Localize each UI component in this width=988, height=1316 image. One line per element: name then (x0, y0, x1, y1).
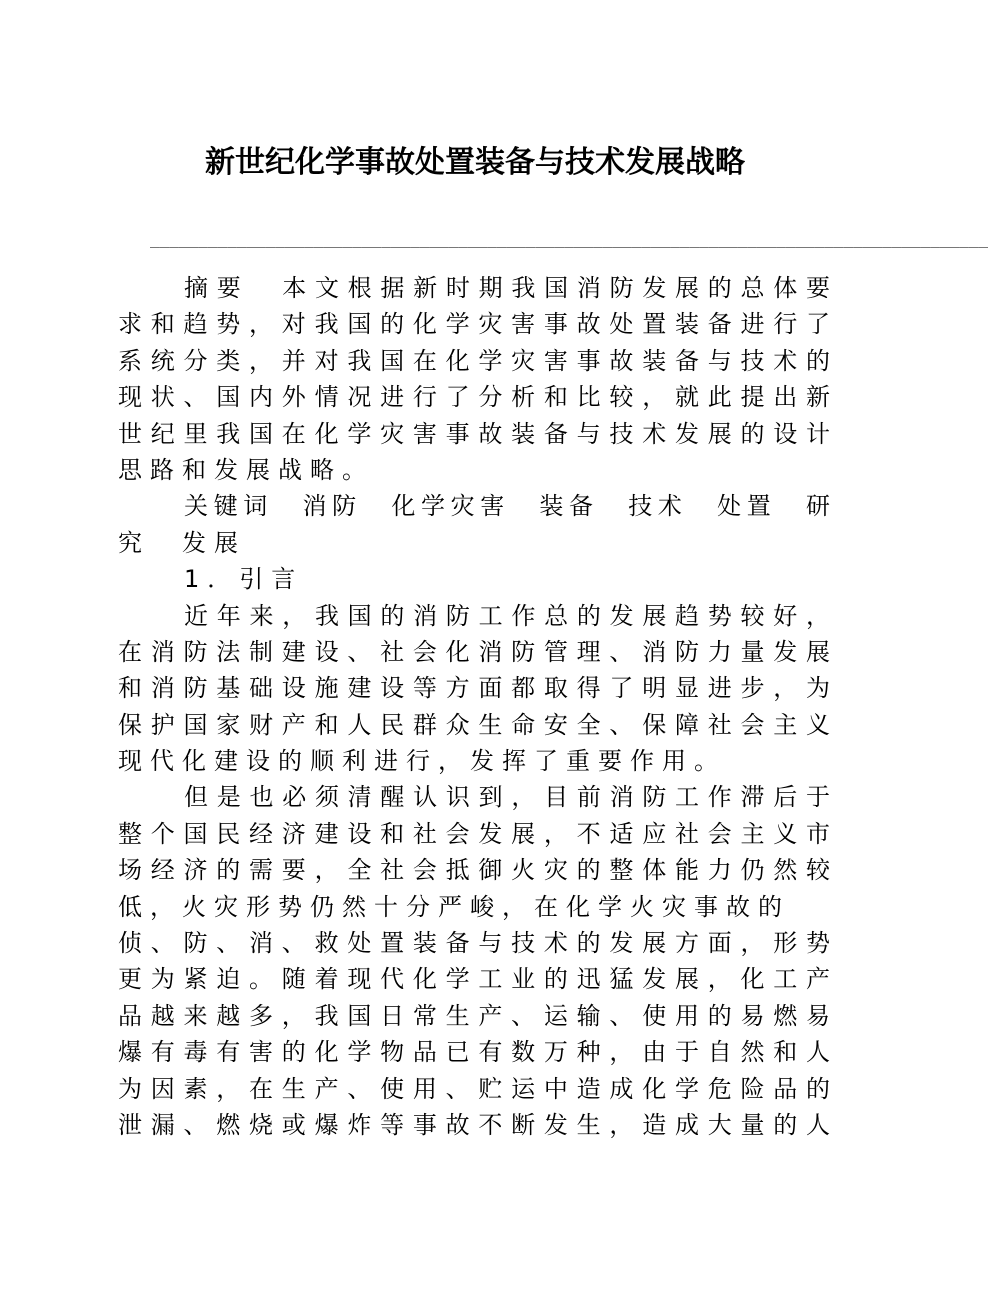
text-line: 1．引言 (184, 565, 304, 594)
text-line: 关键词 消防 化学灾害 装备 技术 处置 研 (184, 492, 830, 521)
text-line: 低，火灾形势仍然十分严峻，在化学火灾事故的 (118, 892, 790, 921)
text-line: 场经济的需要，全社会抵御火灾的整体能力仍然较 (118, 856, 830, 885)
text-line: 思路和发展战略。 (118, 455, 374, 484)
text-line: 品越来越多，我国日常生产、运输、使用的易燃易 (118, 1001, 830, 1030)
text-line: 侦、防、消、救处置装备与技术的发展方面，形势 (118, 929, 830, 958)
text-line: 更为紧迫。随着现代化学工业的迅猛发展，化工产 (118, 965, 830, 994)
text-line: 究 发展 (118, 528, 246, 557)
title-divider: _______________________________________________________________________________________ (150, 229, 988, 248)
document-body (118, 270, 830, 1143)
text-line: 系统分类，并对我国在化学灾害事故装备与技术的 (118, 346, 830, 375)
text-line: 泄漏、燃烧或爆炸等事故不断发生，造成大量的人 (118, 1110, 830, 1139)
text-line: 摘要 本文根据新时期我国消防发展的总体要 (184, 274, 830, 302)
text-line: 爆有毒有害的化学物品已有数万种，由于自然和人 (118, 1038, 830, 1067)
text-line: 但是也必须清醒认识到，目前消防工作滞后于 (184, 783, 830, 812)
text-line: 求和趋势，对我国的化学灾害事故处置装备进行了 (118, 310, 830, 339)
text-line: 整个国民经济建设和社会发展，不适应社会主义市 (118, 819, 830, 848)
text-line: 为因素，在生产、使用、贮运中造成化学危险品的 (118, 1074, 830, 1103)
text-line: 现状、国内外情况进行了分析和比较，就此提出新 (118, 383, 830, 412)
text-line: 和消防基础设施建设等方面都取得了明显进步，为 (118, 674, 830, 703)
document-title: 新世纪化学事故处置装备与技术发展战略 (205, 145, 745, 180)
text-line: 保护国家财产和人民群众生命安全、保障社会主义 (118, 710, 830, 739)
text-line: 在消防法制建设、社会化消防管理、消防力量发展 (118, 637, 830, 666)
text-line: 近年来，我国的消防工作总的发展趋势较好， (184, 601, 830, 630)
text-line: 世纪里我国在化学灾害事故装备与技术发展的设计 (118, 419, 830, 448)
text-line: 现代化建设的顺利进行，发挥了重要作用。 (118, 747, 726, 776)
